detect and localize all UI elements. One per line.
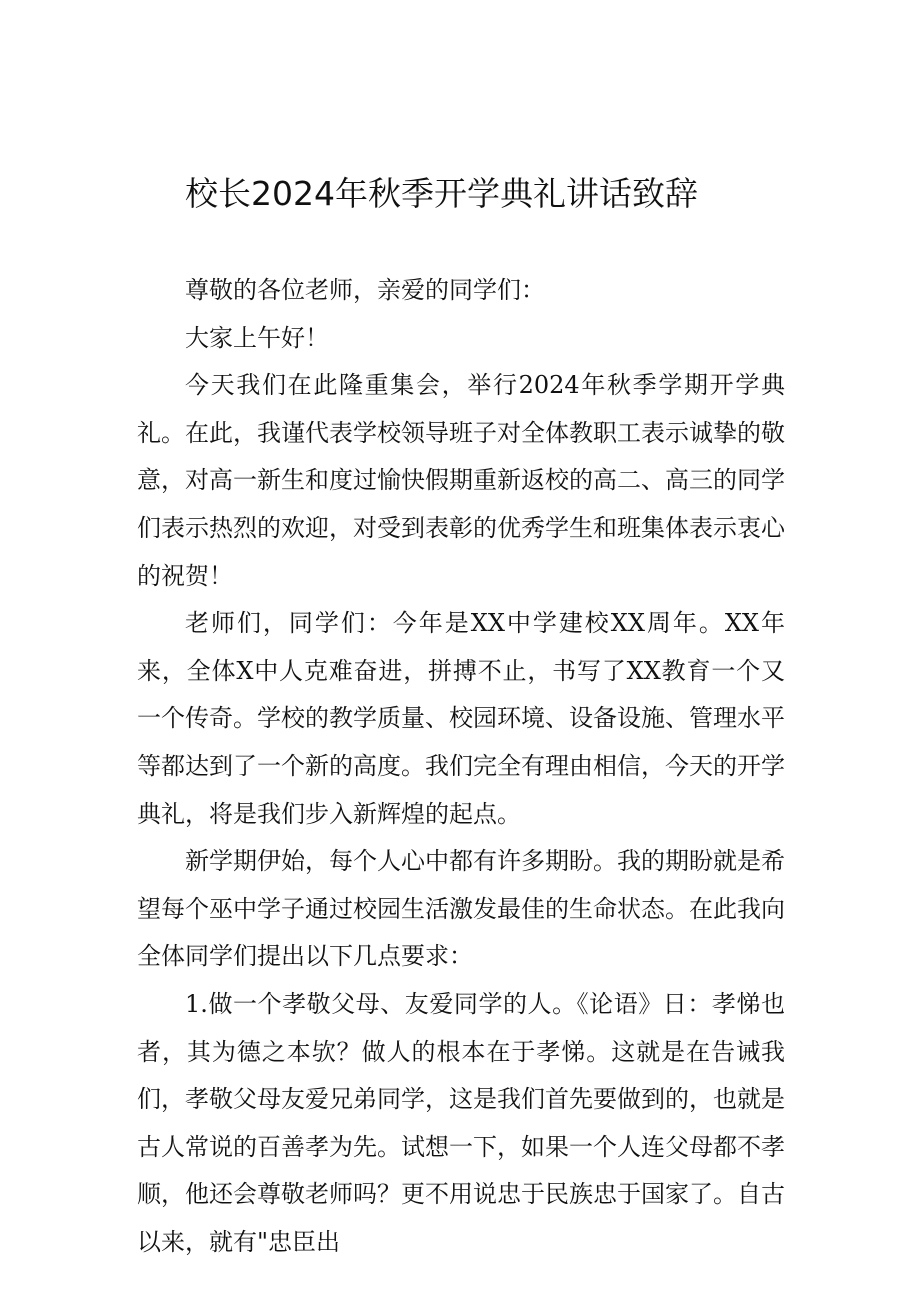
document-body [137,267,785,1266]
paragraph-anniversary: 老师们，同学们：今年是XX中学建校XX周年。XX年来，全体X中人克难奋进，拼搏不止，书写了XX教育一个又一个传奇。学校的教学质量、校园环境、设备设施、管理水平等都达到了一个新的高度。我们完全有理由相信，今天的开学典礼，将是我们步入新辉煌的起点。 [137,609,785,828]
document-title: 校长2024年秋季开学典礼讲话致辞 [185,174,698,213]
paragraph-greeting: 大家上午好！ [185,323,329,352]
paragraph-opening: 今天我们在此隆重集会，举行2024年秋季学期开学典礼。在此，我谨代表学校领导班子对全体教职工表示诚挚的敬意，对高一新生和度过愉快假期重新返校的高二、高三的同学们表示热烈的欢迎，对受到表彰的优秀学生和班集体表示衷心的祝贺！ [137,371,785,590]
paragraph-expectations: 新学期伊始，每个人心中都有许多期盼。我的期盼就是希望每个巫中学子通过校园生活激发最佳的生命状态。在此我向全体同学们提出以下几点要求： [137,847,785,971]
paragraph-salutation: 尊敬的各位老师，亲爱的同学们： [185,276,545,304]
paragraph-requirement-1: 1.做一个孝敬父母、友爱同学的人。《论语》日：孝悌也者，其为德之本欤？做人的根本在于孝悌。这就是在告诫我们，孝敬父母友爱兄弟同学，这是我们首先要做到的，也就是古人常说的百善孝为先。试想一下，如果一个人连父母都不孝顺，他还会尊敬老师吗？更不用说忠于民族忠于国家了。自古以来，就有"忠臣出 [137,989,785,1256]
